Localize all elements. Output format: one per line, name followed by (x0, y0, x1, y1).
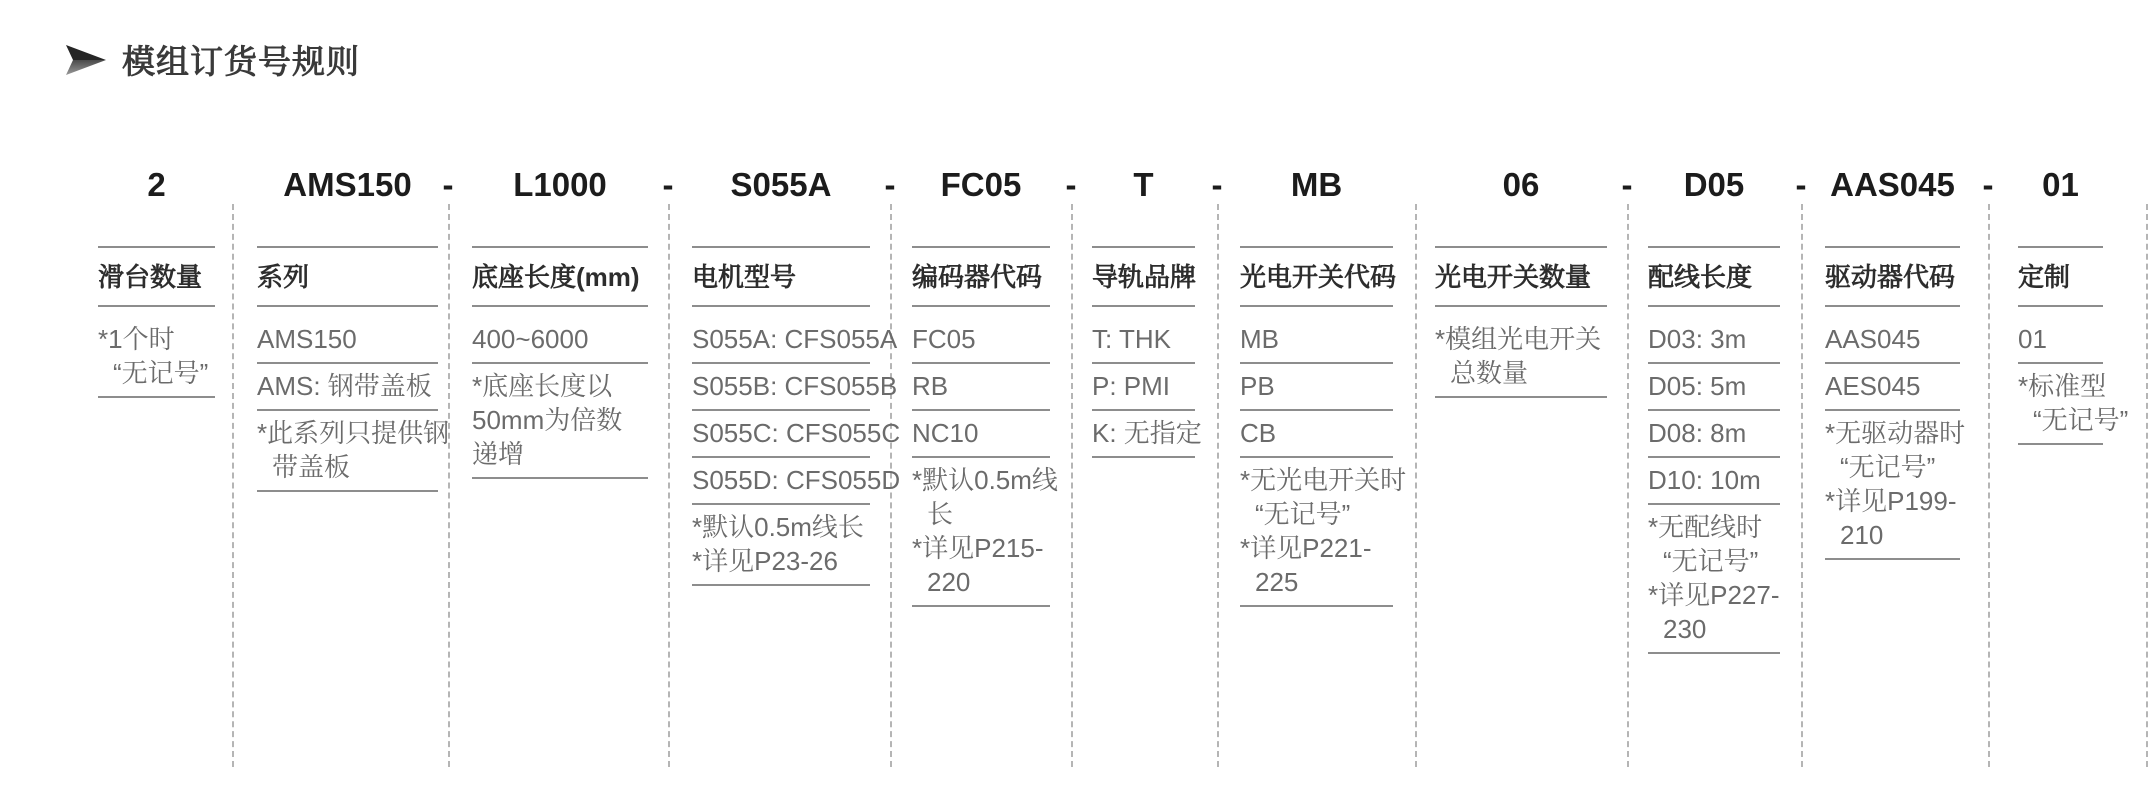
column-divider-dashed (232, 204, 234, 767)
spec-item-line: AAS045 (1825, 324, 1921, 354)
spec-item-line: AMS150 (257, 324, 357, 354)
spec-item-line: P: PMI (1092, 371, 1171, 401)
spec-item-group (912, 458, 1058, 607)
spec-item-line: “无记号” (1840, 452, 1936, 482)
spec-item-line: T: THK (1092, 324, 1171, 354)
spec-item-line: *默认0.5m线长 (692, 512, 864, 542)
spec-item-group (2018, 317, 2103, 364)
spec-item-line: “无记号” (1255, 499, 1351, 529)
spec-item-line: FC05 (912, 324, 976, 354)
section-title (66, 36, 360, 83)
spec-column (257, 246, 450, 492)
spec-item-line: K: 无指定 (1092, 418, 1202, 448)
spec-column (472, 246, 648, 479)
spec-item-line: 230 (1663, 614, 1707, 644)
spec-item-group (1648, 458, 1780, 505)
spec-item-group (1825, 411, 1966, 560)
spec-column-header: 滑台数量 (98, 248, 215, 307)
spec-item-group (257, 411, 450, 492)
spec-column-header: 导轨品牌 (1092, 248, 1195, 307)
spec-item-group (1092, 411, 1202, 458)
spec-column (912, 246, 1058, 607)
spec-column (1435, 246, 1607, 398)
spec-item-group (912, 364, 1050, 411)
spec-item-group (1648, 411, 1780, 458)
spec-item-group (257, 364, 438, 411)
spec-item-line: AMS: 钢带盖板 (257, 371, 432, 401)
column-divider-dashed (1988, 204, 1990, 767)
spec-column (1648, 246, 1780, 654)
order-code-segment: AAS045 (1830, 166, 1955, 203)
spec-column (1092, 246, 1202, 458)
spec-item-line: S055B: CFS055B (692, 371, 898, 401)
spec-item-group (1825, 317, 1960, 364)
order-code-dash: - (662, 166, 674, 203)
spec-item-line: D08: 8m (1648, 418, 1747, 448)
spec-item-group (1648, 505, 1780, 654)
order-code-dash: - (1065, 166, 1077, 203)
spec-column-header: 底座长度(mm) (472, 248, 648, 307)
spec-item-group (692, 505, 870, 586)
order-code-segment: 2 (147, 166, 166, 203)
spec-item-group (912, 411, 1050, 458)
spec-item-line: D05: 5m (1648, 371, 1747, 401)
spec-item-line: RB (912, 371, 949, 401)
spec-column-header: 配线长度 (1648, 248, 1780, 307)
spec-item-line: D03: 3m (1648, 324, 1747, 354)
spec-item-line: *详见P199- (1825, 486, 1957, 516)
order-code-segment: AMS150 (283, 166, 412, 203)
arrow-right-icon (66, 45, 106, 75)
order-code-segment: D05 (1683, 166, 1745, 203)
order-code-dash: - (1621, 166, 1633, 203)
column-divider-dashed (2146, 204, 2148, 767)
spec-item-line: *标准型 (2018, 371, 2107, 401)
spec-item-line: *无光电开关时 (1240, 465, 1407, 495)
spec-item-line: *无驱动器时 (1825, 418, 1966, 448)
spec-item-line: 01 (2018, 324, 2047, 354)
order-code-segment: L1000 (513, 166, 607, 203)
spec-item-line: D10: 10m (1648, 465, 1761, 495)
spec-item-group (257, 317, 438, 364)
spec-column-header: 定制 (2018, 248, 2103, 307)
spec-column (98, 246, 215, 398)
spec-item-line: “无记号” (113, 358, 209, 388)
order-code-segment: 01 (2042, 166, 2079, 203)
column-divider-dashed (1801, 204, 1803, 767)
spec-column-header: 光电开关代码 (1240, 248, 1393, 307)
column-divider-dashed (668, 204, 670, 767)
order-code-segment: MB (1290, 166, 1343, 203)
spec-column (1825, 246, 1966, 560)
spec-item-group (1240, 411, 1393, 458)
order-code-segment: FC05 (940, 166, 1022, 203)
spec-item-group (1648, 364, 1780, 411)
spec-column-header: 系列 (257, 248, 438, 307)
spec-column-header: 编码器代码 (912, 248, 1050, 307)
spec-item-group (1240, 317, 1393, 364)
order-code-dash: - (884, 166, 896, 203)
spec-item-group (1092, 317, 1195, 364)
spec-item-group (692, 411, 901, 458)
spec-item-group (1092, 364, 1195, 411)
spec-item-group (1435, 317, 1607, 398)
column-divider-dashed (1217, 204, 1219, 767)
spec-item-line: “无记号” (2033, 405, 2129, 435)
spec-item-line: 长 (927, 499, 954, 529)
spec-item-line: 50mm为倍数 (472, 405, 623, 435)
spec-item-group (472, 317, 648, 364)
order-code-dash: - (442, 166, 454, 203)
spec-item-line: 带盖板 (272, 452, 351, 482)
spec-column (692, 246, 901, 586)
spec-column-header: 驱动器代码 (1825, 248, 1960, 307)
spec-item-line: *详见P227- (1648, 580, 1780, 610)
spec-item-group (912, 317, 1050, 364)
spec-item-line: S055C: CFS055C (692, 418, 901, 448)
spec-column (2018, 246, 2129, 445)
column-divider-dashed (1071, 204, 1073, 767)
order-code-dash: - (1795, 166, 1807, 203)
spec-column-header: 电机型号 (692, 248, 870, 307)
spec-item-group (692, 458, 901, 505)
spec-item-line: 210 (1840, 520, 1884, 550)
order-code-segment: 06 (1502, 166, 1540, 203)
spec-item-line: *1个时 (98, 324, 175, 354)
spec-item-group (692, 317, 898, 364)
column-divider-dashed (448, 204, 450, 767)
spec-item-group (1648, 317, 1780, 364)
order-code-segment: S055A (730, 166, 832, 203)
spec-item-line: 400~6000 (472, 324, 589, 354)
spec-item-line: S055A: CFS055A (692, 324, 898, 354)
spec-column (1240, 246, 1407, 607)
spec-item-line: CB (1240, 418, 1277, 448)
spec-item-group (472, 364, 648, 479)
spec-item-line: *底座长度以 (472, 371, 613, 401)
spec-item-line: *详见P215- (912, 533, 1044, 563)
spec-item-group (1240, 458, 1407, 607)
spec-item-line: *此系列只提供钢 (257, 418, 450, 448)
spec-item-line: *详见P221- (1240, 533, 1372, 563)
spec-column-header: 光电开关数量 (1435, 248, 1607, 307)
spec-item-line: 总数量 (1450, 358, 1529, 388)
spec-item-line: NC10 (912, 418, 979, 448)
order-code-segment: T (1133, 166, 1154, 203)
spec-item-line: *模组光电开关 (1435, 324, 1602, 354)
column-divider-dashed (1627, 204, 1629, 767)
spec-item-line: *无配线时 (1648, 512, 1763, 542)
spec-item-line: 220 (927, 567, 971, 597)
spec-item-line: PB (1240, 371, 1275, 401)
spec-item-line: 递增 (472, 439, 525, 469)
spec-item-group (2018, 364, 2129, 445)
spec-item-line: *详见P23-26 (692, 546, 838, 576)
spec-item-group (1825, 364, 1960, 411)
order-code-dash: - (1982, 166, 1994, 203)
spec-item-line: “无记号” (1663, 546, 1759, 576)
column-divider-dashed (1415, 204, 1417, 767)
spec-item-group (98, 317, 215, 398)
order-code-dash: - (1211, 166, 1223, 203)
spec-item-line: S055D: CFS055D (692, 465, 901, 495)
spec-item-group (1240, 364, 1393, 411)
spec-item-group (692, 364, 898, 411)
spec-item-line: MB (1240, 324, 1279, 354)
page-title: 模组订货号规则 (122, 43, 360, 80)
spec-item-line: *默认0.5m线 (912, 465, 1058, 495)
spec-item-line: AES045 (1825, 371, 1921, 401)
spec-item-line: 225 (1255, 567, 1299, 597)
